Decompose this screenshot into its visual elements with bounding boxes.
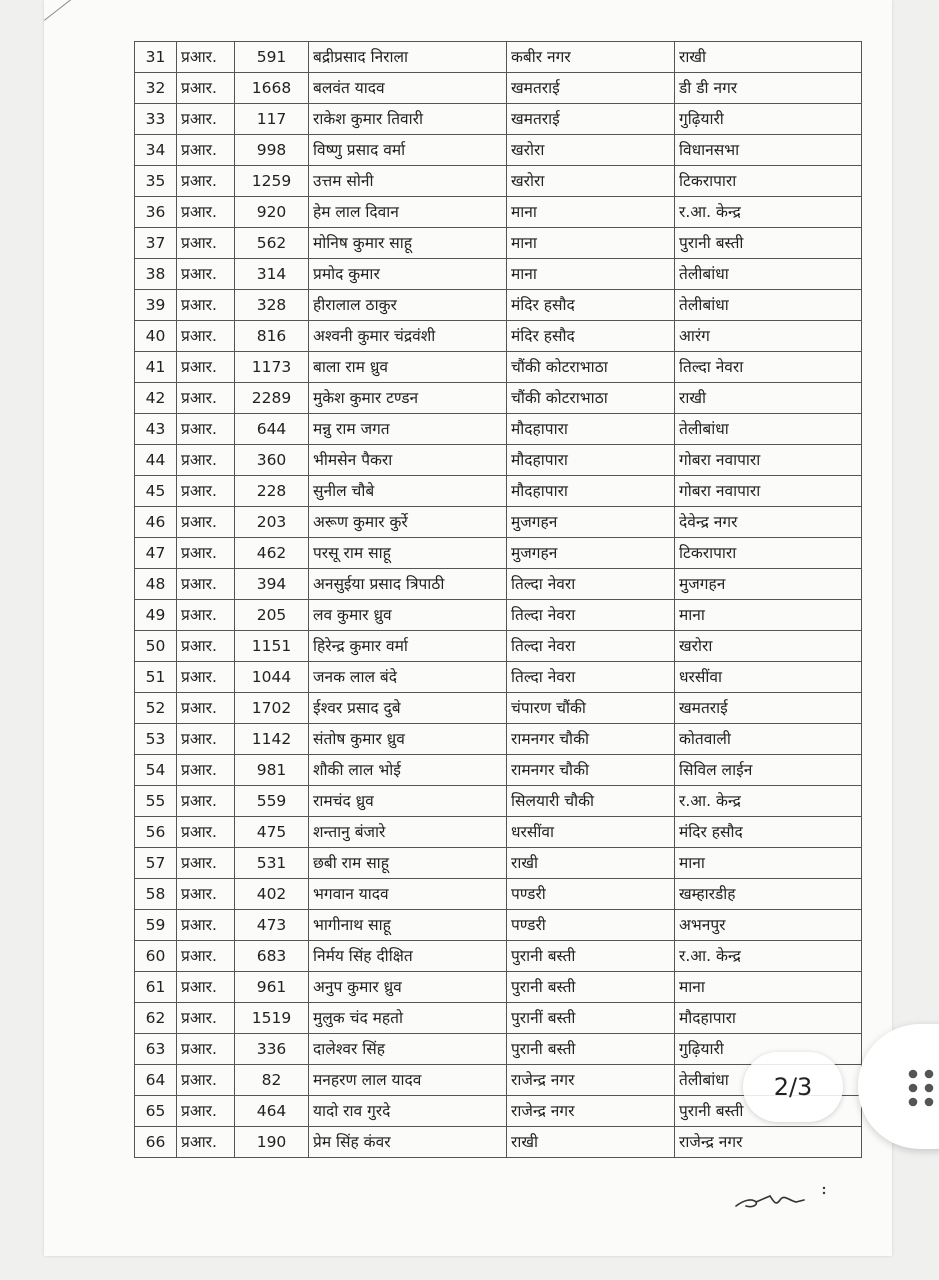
name-cell: रामचंद ध्रुव — [309, 786, 507, 817]
to-station-cell: खम्हारडीह — [675, 879, 862, 910]
grid-dots-icon — [906, 1068, 936, 1108]
serial-number-cell: 50 — [135, 631, 177, 662]
to-station-cell: गुढ़ियारी — [675, 1034, 862, 1065]
serial-number-cell: 39 — [135, 290, 177, 321]
name-cell: अनुप कुमार ध्रुव — [309, 972, 507, 1003]
serial-number-cell: 45 — [135, 476, 177, 507]
rank-cell: प्रआर. — [177, 259, 235, 290]
name-cell: बाला राम ध्रुव — [309, 352, 507, 383]
from-station-cell: मौदहापारा — [507, 414, 675, 445]
to-station-cell: गुढ़ियारी — [675, 104, 862, 135]
rank-cell: प्रआर. — [177, 910, 235, 941]
from-station-cell: माना — [507, 259, 675, 290]
from-station-cell: पुरानीं बस्ती — [507, 1003, 675, 1034]
table-row — [135, 414, 862, 445]
name-cell: मोनिष कुमार साहू — [309, 228, 507, 259]
rank-cell: प्रआर. — [177, 600, 235, 631]
badge-number-cell: 683 — [235, 941, 309, 972]
serial-number-cell: 51 — [135, 662, 177, 693]
from-station-cell: मौदहापारा — [507, 445, 675, 476]
table-row — [135, 73, 862, 104]
badge-number-cell: 1702 — [235, 693, 309, 724]
name-cell: ईश्वर प्रसाद दुबे — [309, 693, 507, 724]
rank-cell: प्रआर. — [177, 631, 235, 662]
to-station-cell: डी डी नगर — [675, 73, 862, 104]
to-station-cell: राखी — [675, 42, 862, 73]
serial-number-cell: 34 — [135, 135, 177, 166]
rank-cell: प्रआर. — [177, 569, 235, 600]
rank-cell: प्रआर. — [177, 197, 235, 228]
rank-cell: प्रआर. — [177, 414, 235, 445]
to-station-cell: विधानसभा — [675, 135, 862, 166]
badge-number-cell: 228 — [235, 476, 309, 507]
name-cell: शन्तानु बंजारे — [309, 817, 507, 848]
from-station-cell: पण्डरी — [507, 879, 675, 910]
serial-number-cell: 37 — [135, 228, 177, 259]
table-row — [135, 166, 862, 197]
to-station-cell: राखी — [675, 383, 862, 414]
name-cell: छबी राम साहू — [309, 848, 507, 879]
serial-number-cell: 31 — [135, 42, 177, 73]
table-row — [135, 1003, 862, 1034]
badge-number-cell: 998 — [235, 135, 309, 166]
serial-number-cell: 52 — [135, 693, 177, 724]
from-station-cell: तिल्दा नेवरा — [507, 662, 675, 693]
badge-number-cell: 1668 — [235, 73, 309, 104]
from-station-cell: मौदहापारा — [507, 476, 675, 507]
from-station-cell: खमतराई — [507, 73, 675, 104]
name-cell: उत्तम सोनी — [309, 166, 507, 197]
from-station-cell: कबीर नगर — [507, 42, 675, 73]
table-row — [135, 104, 862, 135]
serial-number-cell: 33 — [135, 104, 177, 135]
from-station-cell: माना — [507, 197, 675, 228]
name-cell: निर्मय सिंह दीक्षित — [309, 941, 507, 972]
from-station-cell: राजेन्द्र नगर — [507, 1065, 675, 1096]
serial-number-cell: 46 — [135, 507, 177, 538]
rank-cell: प्रआर. — [177, 383, 235, 414]
table-row — [135, 755, 862, 786]
table-row — [135, 662, 862, 693]
page-indicator: 2/3 — [743, 1052, 843, 1122]
serial-number-cell: 54 — [135, 755, 177, 786]
from-station-cell: तिल्दा नेवरा — [507, 631, 675, 662]
name-cell: भागीनाथ साहू — [309, 910, 507, 941]
table-row — [135, 724, 862, 755]
from-station-cell: चंपारण चौंकी — [507, 693, 675, 724]
signature — [730, 1180, 830, 1220]
name-cell: विष्णु प्रसाद वर्मा — [309, 135, 507, 166]
serial-number-cell: 40 — [135, 321, 177, 352]
serial-number-cell: 49 — [135, 600, 177, 631]
to-station-cell: अभनपुर — [675, 910, 862, 941]
to-station-cell: टिकरापारा — [675, 166, 862, 197]
to-station-cell: राजेन्द्र नगर — [675, 1127, 862, 1158]
table-row — [135, 538, 862, 569]
from-station-cell: पण्डरी — [507, 910, 675, 941]
serial-number-cell: 47 — [135, 538, 177, 569]
to-station-cell: देवेन्द्र नगर — [675, 507, 862, 538]
name-cell: भगवान यादव — [309, 879, 507, 910]
to-station-cell: टिकरापारा — [675, 538, 862, 569]
to-station-cell: तेलीबांधा — [675, 290, 862, 321]
rank-cell: प्रआर. — [177, 662, 235, 693]
badge-number-cell: 591 — [235, 42, 309, 73]
name-cell: संतोष कुमार ध्रुव — [309, 724, 507, 755]
from-station-cell: माना — [507, 228, 675, 259]
to-station-cell: मंदिर हसौद — [675, 817, 862, 848]
rank-cell: प्रआर. — [177, 321, 235, 352]
serial-number-cell: 58 — [135, 879, 177, 910]
badge-number-cell: 475 — [235, 817, 309, 848]
table-body — [135, 42, 862, 1158]
table-row — [135, 693, 862, 724]
badge-number-cell: 314 — [235, 259, 309, 290]
name-cell: हेम लाल दिवान — [309, 197, 507, 228]
name-cell: मुलुक चंद महतो — [309, 1003, 507, 1034]
badge-number-cell: 336 — [235, 1034, 309, 1065]
serial-number-cell: 56 — [135, 817, 177, 848]
from-station-cell: पुरानी बस्ती — [507, 941, 675, 972]
name-cell: मुकेश कुमार टण्डन — [309, 383, 507, 414]
from-station-cell: रामनगर चौकी — [507, 724, 675, 755]
to-station-cell: धरसींवा — [675, 662, 862, 693]
rank-cell: प्रआर. — [177, 972, 235, 1003]
badge-number-cell: 1151 — [235, 631, 309, 662]
to-station-cell: गोबरा नवापारा — [675, 445, 862, 476]
to-station-cell: र.आ. केन्द्र — [675, 197, 862, 228]
name-cell: बलवंत यादव — [309, 73, 507, 104]
badge-number-cell: 328 — [235, 290, 309, 321]
from-station-cell: मंदिर हसौद — [507, 290, 675, 321]
to-station-cell: तेलीबांधा — [675, 1065, 862, 1096]
to-station-cell: र.आ. केन्द्र — [675, 786, 862, 817]
rank-cell: प्रआर. — [177, 941, 235, 972]
badge-number-cell: 205 — [235, 600, 309, 631]
badge-number-cell: 2289 — [235, 383, 309, 414]
table-row — [135, 941, 862, 972]
table-row — [135, 352, 862, 383]
table-row — [135, 817, 862, 848]
to-station-cell: तिल्दा नेवरा — [675, 352, 862, 383]
to-station-cell: माना — [675, 972, 862, 1003]
from-station-cell: सिलयारी चौकी — [507, 786, 675, 817]
table-row — [135, 197, 862, 228]
badge-number-cell: 1142 — [235, 724, 309, 755]
serial-number-cell: 55 — [135, 786, 177, 817]
from-station-cell: खरोरा — [507, 135, 675, 166]
table-row — [135, 600, 862, 631]
badge-number-cell: 82 — [235, 1065, 309, 1096]
rank-cell: प्रआर. — [177, 73, 235, 104]
serial-number-cell: 61 — [135, 972, 177, 1003]
from-station-cell: धरसींवा — [507, 817, 675, 848]
serial-number-cell: 32 — [135, 73, 177, 104]
badge-number-cell: 562 — [235, 228, 309, 259]
to-station-cell: गोबरा नवापारा — [675, 476, 862, 507]
table-row — [135, 786, 862, 817]
to-station-cell: पुरानी बस्ती — [675, 228, 862, 259]
serial-number-cell: 41 — [135, 352, 177, 383]
serial-number-cell: 66 — [135, 1127, 177, 1158]
badge-number-cell: 1259 — [235, 166, 309, 197]
serial-number-cell: 48 — [135, 569, 177, 600]
table-row — [135, 910, 862, 941]
rank-cell: प्रआर. — [177, 538, 235, 569]
name-cell: दालेश्वर सिंह — [309, 1034, 507, 1065]
from-station-cell: तिल्दा नेवरा — [507, 569, 675, 600]
table-row — [135, 1127, 862, 1158]
from-station-cell: मुजगहन — [507, 538, 675, 569]
rank-cell: प्रआर. — [177, 1034, 235, 1065]
table-row — [135, 848, 862, 879]
serial-number-cell: 38 — [135, 259, 177, 290]
transfer-table — [134, 41, 862, 1158]
from-station-cell: तिल्दा नेवरा — [507, 600, 675, 631]
name-cell: सुनील चौबे — [309, 476, 507, 507]
badge-number-cell: 464 — [235, 1096, 309, 1127]
to-station-cell: तेलीबांधा — [675, 414, 862, 445]
rank-cell: प्रआर. — [177, 1127, 235, 1158]
serial-number-cell: 43 — [135, 414, 177, 445]
badge-number-cell: 961 — [235, 972, 309, 1003]
serial-number-cell: 35 — [135, 166, 177, 197]
name-cell: प्रमोद कुमार — [309, 259, 507, 290]
rank-cell: प्रआर. — [177, 1065, 235, 1096]
badge-number-cell: 402 — [235, 879, 309, 910]
name-cell: लव कुमार ध्रुव — [309, 600, 507, 631]
to-station-cell: तेलीबांधा — [675, 259, 862, 290]
name-cell: राकेश कुमार तिवारी — [309, 104, 507, 135]
name-cell: मन्नु राम जगत — [309, 414, 507, 445]
to-station-cell: माना — [675, 848, 862, 879]
rank-cell: प्रआर. — [177, 352, 235, 383]
table-row — [135, 445, 862, 476]
to-station-cell: आरंग — [675, 321, 862, 352]
rank-cell: प्रआर. — [177, 42, 235, 73]
from-station-cell: मुजगहन — [507, 507, 675, 538]
badge-number-cell: 1173 — [235, 352, 309, 383]
table-row — [135, 135, 862, 166]
to-station-cell: माना — [675, 600, 862, 631]
name-cell: अनसुईया प्रसाद त्रिपाठी — [309, 569, 507, 600]
rank-cell: प्रआर. — [177, 445, 235, 476]
name-cell: मनहरण लाल यादव — [309, 1065, 507, 1096]
from-station-cell: चौंकी कोटराभाठा — [507, 352, 675, 383]
serial-number-cell: 57 — [135, 848, 177, 879]
table-row — [135, 290, 862, 321]
rank-cell: प्रआर. — [177, 135, 235, 166]
from-station-cell: पुरानी बस्ती — [507, 1034, 675, 1065]
rank-cell: प्रआर. — [177, 693, 235, 724]
table-row — [135, 507, 862, 538]
serial-number-cell: 64 — [135, 1065, 177, 1096]
rank-cell: प्रआर. — [177, 817, 235, 848]
from-station-cell: खमतराई — [507, 104, 675, 135]
badge-number-cell: 117 — [235, 104, 309, 135]
table-row — [135, 1034, 862, 1065]
table-row — [135, 228, 862, 259]
from-station-cell: रामनगर चौकी — [507, 755, 675, 786]
from-station-cell: राजेन्द्र नगर — [507, 1096, 675, 1127]
name-cell: बद्रीप्रसाद निराला — [309, 42, 507, 73]
badge-number-cell: 473 — [235, 910, 309, 941]
to-station-cell: मुजगहन — [675, 569, 862, 600]
table-row — [135, 879, 862, 910]
badge-number-cell: 559 — [235, 786, 309, 817]
table-row — [135, 321, 862, 352]
badge-number-cell: 1044 — [235, 662, 309, 693]
to-station-cell: कोतवाली — [675, 724, 862, 755]
badge-number-cell: 394 — [235, 569, 309, 600]
name-cell: जनक लाल बंदे — [309, 662, 507, 693]
badge-number-cell: 203 — [235, 507, 309, 538]
rank-cell: प्रआर. — [177, 724, 235, 755]
name-cell: हीरालाल ठाकुर — [309, 290, 507, 321]
serial-number-cell: 62 — [135, 1003, 177, 1034]
from-station-cell: पुरानी बस्ती — [507, 972, 675, 1003]
badge-number-cell: 190 — [235, 1127, 309, 1158]
serial-number-cell: 60 — [135, 941, 177, 972]
rank-cell: प्रआर. — [177, 786, 235, 817]
badge-number-cell: 816 — [235, 321, 309, 352]
serial-number-cell: 42 — [135, 383, 177, 414]
name-cell: शौकी लाल भोई — [309, 755, 507, 786]
serial-number-cell: 53 — [135, 724, 177, 755]
badge-number-cell: 531 — [235, 848, 309, 879]
badge-number-cell: 644 — [235, 414, 309, 445]
name-cell: भीमसेन पैकरा — [309, 445, 507, 476]
from-station-cell: चौंकी कोटराभाठा — [507, 383, 675, 414]
badge-number-cell: 981 — [235, 755, 309, 786]
badge-number-cell: 1519 — [235, 1003, 309, 1034]
from-station-cell: मंदिर हसौद — [507, 321, 675, 352]
badge-number-cell: 462 — [235, 538, 309, 569]
table-row — [135, 476, 862, 507]
rank-cell: प्रआर. — [177, 476, 235, 507]
table-row — [135, 569, 862, 600]
name-cell: हिरेन्द्र कुमार वर्मा — [309, 631, 507, 662]
to-station-cell: खमतराई — [675, 693, 862, 724]
serial-number-cell: 65 — [135, 1096, 177, 1127]
from-station-cell: खरोरा — [507, 166, 675, 197]
from-station-cell: राखी — [507, 848, 675, 879]
badge-number-cell: 920 — [235, 197, 309, 228]
name-cell: परसू राम साहू — [309, 538, 507, 569]
rank-cell: प्रआर. — [177, 1096, 235, 1127]
rank-cell: प्रआर. — [177, 104, 235, 135]
serial-number-cell: 63 — [135, 1034, 177, 1065]
rank-cell: प्रआर. — [177, 507, 235, 538]
from-station-cell: राखी — [507, 1127, 675, 1158]
table-row — [135, 42, 862, 73]
rank-cell: प्रआर. — [177, 1003, 235, 1034]
badge-number-cell: 360 — [235, 445, 309, 476]
table-row — [135, 259, 862, 290]
serial-number-cell: 36 — [135, 197, 177, 228]
rank-cell: प्रआर. — [177, 848, 235, 879]
to-station-cell: मौदहापारा — [675, 1003, 862, 1034]
rank-cell: प्रआर. — [177, 290, 235, 321]
name-cell: अरूण कुमार कुर्रे — [309, 507, 507, 538]
to-station-cell: र.आ. केन्द्र — [675, 941, 862, 972]
rank-cell: प्रआर. — [177, 166, 235, 197]
rank-cell: प्रआर. — [177, 228, 235, 259]
to-station-cell: पुरानी बस्ती — [675, 1096, 862, 1127]
table-row — [135, 972, 862, 1003]
rank-cell: प्रआर. — [177, 755, 235, 786]
to-station-cell: खरोरा — [675, 631, 862, 662]
name-cell: अश्वनी कुमार चंद्रवंशी — [309, 321, 507, 352]
serial-number-cell: 59 — [135, 910, 177, 941]
to-station-cell: सिविल लाईन — [675, 755, 862, 786]
serial-number-cell: 44 — [135, 445, 177, 476]
name-cell: यादो राव गुरदे — [309, 1096, 507, 1127]
rank-cell: प्रआर. — [177, 879, 235, 910]
table-row — [135, 631, 862, 662]
name-cell: प्रेम सिंह कंवर — [309, 1127, 507, 1158]
table-row — [135, 383, 862, 414]
